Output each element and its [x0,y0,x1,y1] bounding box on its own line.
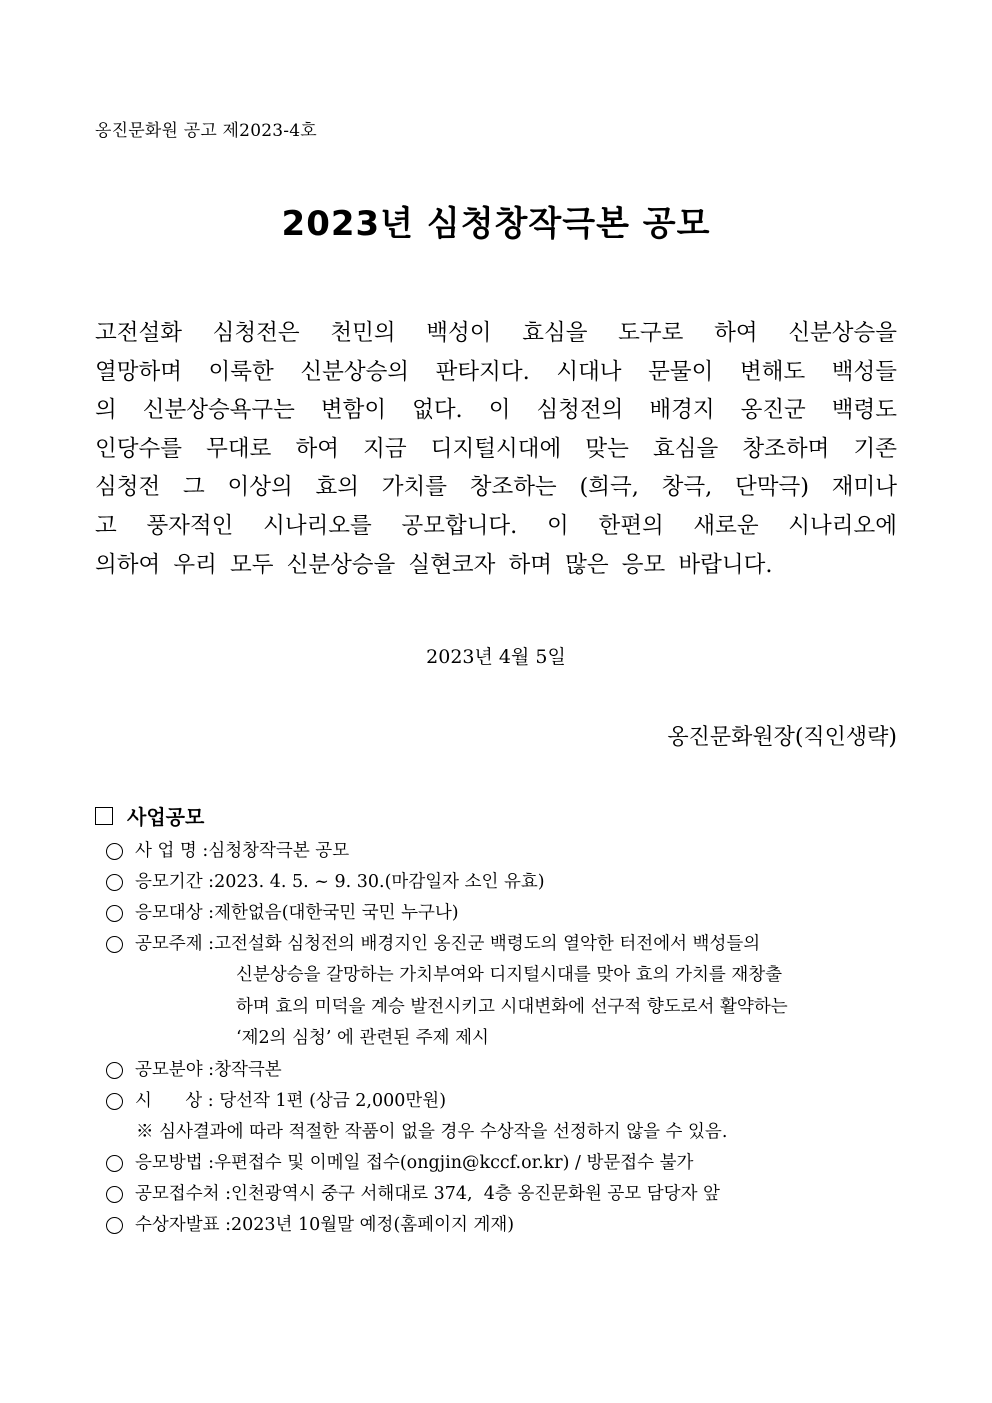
list-item [104,867,904,898]
intro-line: 고 풍자적인 시나리오를 공모합니다. 이 한편의 새로운 시나리오에 [95,512,897,539]
item-label: 시 상 : [135,1090,220,1111]
section-title: 사업공모 [127,805,205,829]
details-list [104,836,904,1241]
item-value: 심청창작극본 공모 [208,841,350,861]
square-bullet-icon [95,807,113,825]
item-label: 응모기간 : [135,872,215,892]
section-heading [95,801,204,830]
circle-bullet-icon [106,1155,123,1172]
list-item [104,836,904,867]
item-value: 창작극본 [214,1059,282,1080]
list-item [104,1086,904,1117]
list-item [104,1148,904,1179]
item-value: 당선작 1편 (상금 2,000만원) [219,1090,447,1111]
page-title: 2023년 심청창작극본 공모 [281,204,711,244]
circle-bullet-icon [106,1062,123,1079]
item-label: 사 업 명 : [135,841,209,861]
item-value: 우편접수 및 이메일 접수(ongjin@kccf.or.kr) / 방문접수 불가 [214,1152,694,1173]
item-value: 2023년 10월말 예정(홈페이지 게재) [230,1214,515,1235]
item-continuation: 하며 효의 미덕을 계승 발전시키고 시대변화에 선구적 향도로서 활약하는 [236,996,788,1017]
list-item [104,929,904,960]
item-label: 공모분야 : [135,1059,215,1080]
item-value: 제한없음(대한국민 국민 누구나) [214,903,459,923]
intro-line: 심청전 그 이상의 효의 가치를 창조하는 (희극, 창극, 단막극) 재미나 [95,474,897,501]
list-item [104,898,904,929]
circle-bullet-icon [106,874,123,891]
notice-number: 옹진문화원 공고 제2023-4호 [95,121,317,141]
intro-line: 의 신분상승욕구는 변함이 없다. 이 심청전의 배경지 옹진군 백령도 [95,397,897,424]
list-item [104,1055,904,1086]
circle-bullet-icon [106,1217,123,1234]
circle-bullet-icon [106,1093,123,1110]
notice-date: 2023년 4월 5일 [426,646,566,668]
item-label: 공모주제 : [135,934,215,954]
list-item [104,1210,904,1241]
intro-line: 의하여 우리 모두 신분상승을 실현코자 하며 많은 응모 바랍니다. [95,551,773,578]
item-label: 공모접수처 : [135,1183,231,1204]
circle-bullet-icon [106,905,123,922]
item-continuation: 신분상승을 갈망하는 가치부여와 디지털시대를 맞아 효의 가치를 재창출 [236,965,783,985]
item-label: 응모대상 : [135,903,215,923]
intro-paragraph [95,314,897,584]
prize-note: ※ 심사결과에 따라 적절한 작품이 없을 경우 수상작을 선정하지 않을 수 있음. [136,1121,728,1142]
intro-line: 열망하며 이룩한 신분상승의 판타지다. 시대나 문물이 변해도 백성들 [95,358,897,385]
item-value: 인천광역시 중구 서해대로 374, 4층 옹진문화원 공모 담당자 앞 [230,1183,720,1204]
circle-bullet-icon [106,936,123,953]
item-value: 2023. 4. 5. ~ 9. 30.(마감일자 소인 유효) [214,872,545,892]
circle-bullet-icon [106,1186,123,1203]
item-label: 응모방법 : [135,1152,215,1173]
item-value: 고전설화 심청전의 배경지인 옹진군 백령도의 열악한 터전에서 백성들의 [214,934,761,954]
signer: 옹진문화원장(직인생략) [667,725,897,750]
item-label: 수상자발표 : [135,1214,231,1235]
circle-bullet-icon [106,843,123,860]
list-item [104,1179,904,1210]
intro-line: 고전설화 심청전은 천민의 백성이 효심을 도구로 하여 신분상승을 [95,320,897,346]
item-continuation: ‘제2의 심청’ 에 관련된 주제 제시 [236,1028,489,1048]
intro-line: 인당수를 무대로 하여 지금 디지털시대에 맞는 효심을 창조하며 기존 [95,435,897,462]
